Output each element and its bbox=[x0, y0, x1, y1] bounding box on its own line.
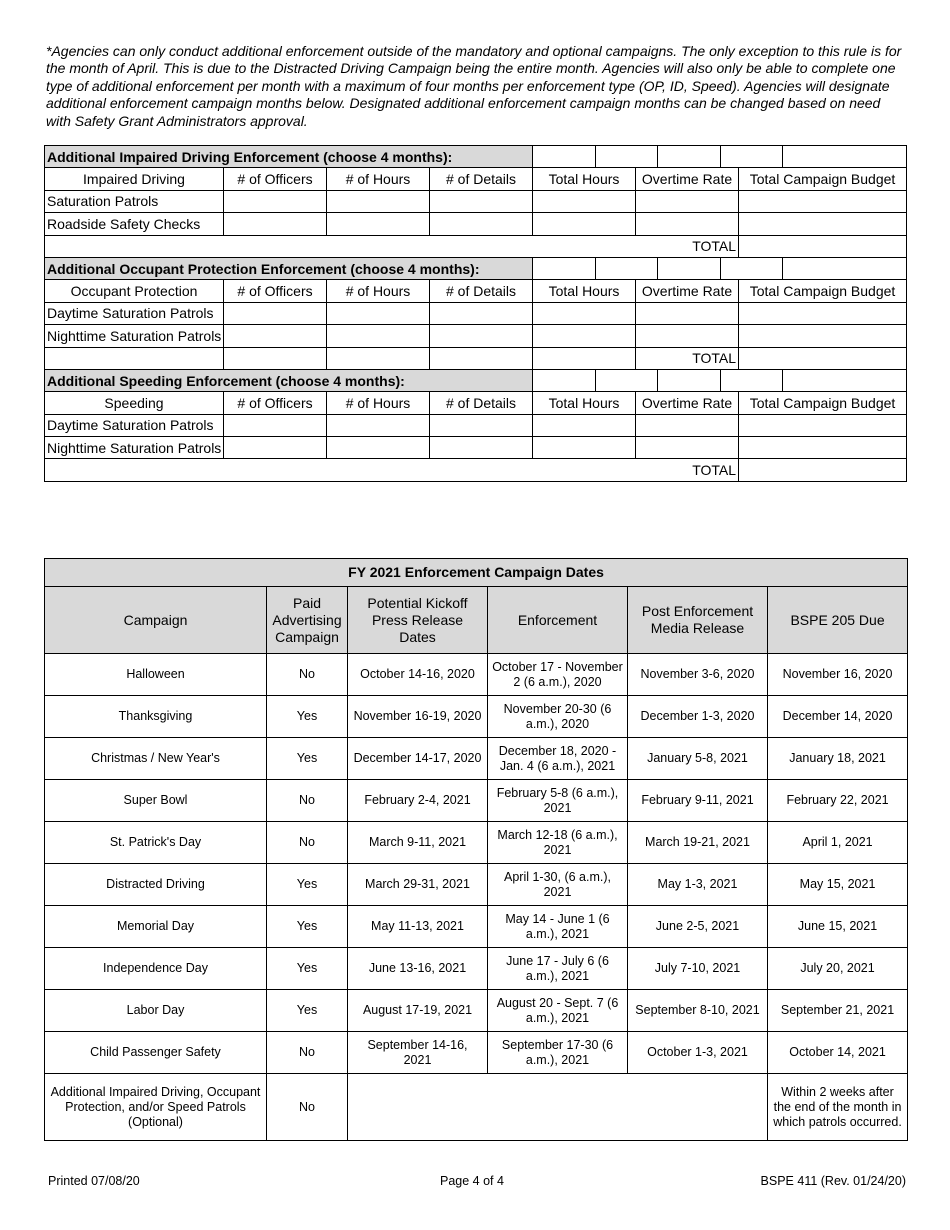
enforcement-dates: June 17 - July 6 (6 a.m.), 2021 bbox=[488, 948, 628, 990]
col-details: # of Details bbox=[430, 280, 533, 302]
kickoff-dates: February 2-4, 2021 bbox=[348, 780, 488, 822]
input-cell[interactable] bbox=[224, 437, 327, 459]
paid-advertising: Yes bbox=[267, 696, 348, 738]
category-label: Impaired Driving bbox=[45, 168, 224, 190]
month-cell[interactable] bbox=[782, 146, 906, 167]
enforcement-dates: August 20 - Sept. 7 (6 a.m.), 2021 bbox=[488, 990, 628, 1032]
month-cell[interactable] bbox=[657, 258, 720, 279]
section-heading-occupant: Additional Occupant Protection Enforcement (choose 4 months): bbox=[45, 257, 533, 279]
paid-advertising: Yes bbox=[267, 864, 348, 906]
paid-advertising: No bbox=[267, 1032, 348, 1074]
col-kickoff-dates: Potential Kickoff Press Release Dates bbox=[348, 587, 488, 654]
input-cell[interactable] bbox=[533, 325, 636, 347]
enforcement-dates: February 5-8 (6 a.m.), 2021 bbox=[488, 780, 628, 822]
table-row bbox=[45, 990, 908, 1032]
total-label: TOTAL bbox=[45, 459, 739, 481]
input-cell[interactable] bbox=[430, 414, 533, 436]
paid-advertising: Yes bbox=[267, 990, 348, 1032]
col-total-budget: Total Campaign Budget bbox=[739, 392, 907, 414]
input-cell[interactable] bbox=[533, 190, 636, 212]
post-enforcement-release: March 19-21, 2021 bbox=[628, 822, 768, 864]
campaign-name: Child Passenger Safety bbox=[45, 1032, 267, 1074]
campaign-name: Super Bowl bbox=[45, 780, 267, 822]
category-label: Speeding bbox=[45, 392, 224, 414]
form-number: BSPE 411 (Rev. 01/24/20) bbox=[760, 1174, 906, 1188]
table-row bbox=[45, 325, 907, 347]
bspe-due-date: Within 2 weeks after the end of the month in which patrols occurred. bbox=[768, 1074, 908, 1141]
table-row bbox=[45, 906, 908, 948]
campaign-name: St. Patrick's Day bbox=[45, 822, 267, 864]
kickoff-dates: May 11-13, 2021 bbox=[348, 906, 488, 948]
blank-cell bbox=[430, 347, 533, 369]
row-label: Nighttime Saturation Patrols bbox=[45, 325, 224, 347]
input-cell[interactable] bbox=[224, 213, 327, 235]
blank-cell bbox=[45, 347, 224, 369]
col-hours: # of Hours bbox=[327, 392, 430, 414]
input-cell[interactable] bbox=[533, 437, 636, 459]
table-row bbox=[45, 190, 907, 212]
table-row bbox=[45, 948, 908, 990]
input-cell[interactable] bbox=[636, 325, 739, 347]
kickoff-dates: September 14-16, 2021 bbox=[348, 1032, 488, 1074]
input-cell[interactable] bbox=[739, 414, 907, 436]
col-total-budget: Total Campaign Budget bbox=[739, 168, 907, 190]
paid-advertising: Yes bbox=[267, 948, 348, 990]
col-overtime-rate: Overtime Rate bbox=[636, 392, 739, 414]
table-row bbox=[45, 1074, 908, 1141]
col-post-enforcement: Post Enforcement Media Release bbox=[628, 587, 768, 654]
input-cell[interactable] bbox=[327, 437, 430, 459]
campaign-name: Distracted Driving bbox=[45, 864, 267, 906]
bspe-due-date: October 14, 2021 bbox=[768, 1032, 908, 1074]
campaign-dates-table bbox=[44, 558, 908, 1141]
month-cell[interactable] bbox=[595, 258, 658, 279]
table-row bbox=[45, 780, 908, 822]
post-enforcement-release: December 1-3, 2020 bbox=[628, 696, 768, 738]
table-row bbox=[45, 302, 907, 324]
post-enforcement-release: February 9-11, 2021 bbox=[628, 780, 768, 822]
paid-advertising: Yes bbox=[267, 738, 348, 780]
kickoff-dates: November 16-19, 2020 bbox=[348, 696, 488, 738]
kickoff-dates: December 14-17, 2020 bbox=[348, 738, 488, 780]
kickoff-dates: June 13-16, 2021 bbox=[348, 948, 488, 990]
col-officers: # of Officers bbox=[224, 168, 327, 190]
post-enforcement-release: November 3-6, 2020 bbox=[628, 654, 768, 696]
post-enforcement-release: July 7-10, 2021 bbox=[628, 948, 768, 990]
printed-date: Printed 07/08/20 bbox=[48, 1174, 140, 1188]
month-cell[interactable] bbox=[595, 146, 658, 167]
input-cell[interactable] bbox=[533, 302, 636, 324]
input-cell[interactable] bbox=[636, 414, 739, 436]
input-cell[interactable] bbox=[739, 325, 907, 347]
input-cell[interactable] bbox=[327, 325, 430, 347]
input-cell[interactable] bbox=[430, 190, 533, 212]
col-total-hours: Total Hours bbox=[533, 168, 636, 190]
row-label: Saturation Patrols bbox=[45, 190, 224, 212]
enforcement-dates: March 12-18 (6 a.m.), 2021 bbox=[488, 822, 628, 864]
bspe-due-date: September 21, 2021 bbox=[768, 990, 908, 1032]
post-enforcement-release: September 8-10, 2021 bbox=[628, 990, 768, 1032]
input-cell[interactable] bbox=[739, 437, 907, 459]
input-cell[interactable] bbox=[430, 302, 533, 324]
col-officers: # of Officers bbox=[224, 392, 327, 414]
col-overtime-rate: Overtime Rate bbox=[636, 168, 739, 190]
paid-advertising: No bbox=[267, 780, 348, 822]
section-heading-speeding: Additional Speeding Enforcement (choose 4 months): bbox=[45, 369, 533, 391]
col-total-hours: Total Hours bbox=[533, 392, 636, 414]
campaign-name: Labor Day bbox=[45, 990, 267, 1032]
col-bspe-due: BSPE 205 Due bbox=[768, 587, 908, 654]
col-enforcement: Enforcement bbox=[488, 587, 628, 654]
input-cell[interactable] bbox=[739, 190, 907, 212]
col-total-budget: Total Campaign Budget bbox=[739, 280, 907, 302]
input-cell[interactable] bbox=[224, 325, 327, 347]
campaign-name: Thanksgiving bbox=[45, 696, 267, 738]
input-cell[interactable] bbox=[636, 190, 739, 212]
input-cell[interactable] bbox=[327, 213, 430, 235]
total-input-cell[interactable] bbox=[739, 347, 907, 369]
bspe-due-date: April 1, 2021 bbox=[768, 822, 908, 864]
input-cell[interactable] bbox=[739, 302, 907, 324]
campaign-name: Christmas / New Year's bbox=[45, 738, 267, 780]
input-cell[interactable] bbox=[533, 213, 636, 235]
blank-cell bbox=[533, 347, 636, 369]
input-cell[interactable] bbox=[636, 302, 739, 324]
month-cell[interactable] bbox=[720, 146, 783, 167]
paid-advertising: Yes bbox=[267, 906, 348, 948]
month-cell[interactable] bbox=[657, 370, 720, 391]
month-cell[interactable] bbox=[533, 146, 595, 167]
month-cell[interactable] bbox=[533, 370, 595, 391]
paid-advertising: No bbox=[267, 654, 348, 696]
col-details: # of Details bbox=[430, 168, 533, 190]
paid-advertising: No bbox=[267, 1074, 348, 1141]
col-overtime-rate: Overtime Rate bbox=[636, 280, 739, 302]
kickoff-dates: March 29-31, 2021 bbox=[348, 864, 488, 906]
table-row bbox=[45, 864, 908, 906]
table-row bbox=[45, 414, 907, 436]
section-heading-impaired: Additional Impaired Driving Enforcement (choose 4 months): bbox=[45, 146, 533, 168]
input-cell[interactable] bbox=[739, 213, 907, 235]
paid-advertising: No bbox=[267, 822, 348, 864]
total-label: TOTAL bbox=[45, 235, 739, 257]
col-paid-advertising: Paid Advertising Campaign bbox=[267, 587, 348, 654]
campaign-name: Independence Day bbox=[45, 948, 267, 990]
col-total-hours: Total Hours bbox=[533, 280, 636, 302]
input-cell[interactable] bbox=[224, 190, 327, 212]
input-cell[interactable] bbox=[430, 325, 533, 347]
input-cell[interactable] bbox=[224, 414, 327, 436]
table-row bbox=[45, 822, 908, 864]
blank-cell bbox=[224, 347, 327, 369]
input-cell[interactable] bbox=[430, 213, 533, 235]
agency-enforcement-note: *Agencies can only conduct additional enforcement outside of the mandatory and optional campaigns. The only exception to this rule is for the month of April. This is due to the Distracted Driving Campaign being the entire month. Agencies will also only be able to complete one type of additional enforcement per month with a maximum of four months per enforcement type (OP, ID, Speed). Agencies will designate additional enforcement campaign months below. Designated additional enforcement campaign months can be changed based on need with Safety Grant Administrators approval. bbox=[46, 43, 902, 129]
col-hours: # of Hours bbox=[327, 280, 430, 302]
month-cell[interactable] bbox=[720, 370, 783, 391]
table-row bbox=[45, 696, 908, 738]
bspe-due-date: January 18, 2021 bbox=[768, 738, 908, 780]
category-label: Occupant Protection bbox=[45, 280, 224, 302]
table-row bbox=[45, 213, 907, 235]
row-label: Nighttime Saturation Patrols bbox=[45, 437, 224, 459]
post-enforcement-release: January 5-8, 2021 bbox=[628, 738, 768, 780]
row-label: Daytime Saturation Patrols bbox=[45, 302, 224, 324]
input-cell[interactable] bbox=[327, 190, 430, 212]
input-cell[interactable] bbox=[224, 302, 327, 324]
month-cell[interactable] bbox=[595, 370, 658, 391]
optional-campaign-name: Additional Impaired Driving, Occupant Protection, and/or Speed Patrols (Optional) bbox=[45, 1074, 267, 1141]
post-enforcement-release: October 1-3, 2021 bbox=[628, 1032, 768, 1074]
table-row bbox=[45, 437, 907, 459]
enforcement-dates: September 17-30 (6 a.m.), 2021 bbox=[488, 1032, 628, 1074]
kickoff-dates: August 17-19, 2021 bbox=[348, 990, 488, 1032]
row-label: Daytime Saturation Patrols bbox=[45, 414, 224, 436]
col-hours: # of Hours bbox=[327, 168, 430, 190]
input-cell[interactable] bbox=[636, 437, 739, 459]
campaign-name: Halloween bbox=[45, 654, 267, 696]
month-cell[interactable] bbox=[782, 370, 906, 391]
blank-cell bbox=[327, 347, 430, 369]
input-cell[interactable] bbox=[430, 437, 533, 459]
input-cell[interactable] bbox=[327, 302, 430, 324]
campaign-name: Memorial Day bbox=[45, 906, 267, 948]
input-cell[interactable] bbox=[533, 414, 636, 436]
row-label: Roadside Safety Checks bbox=[45, 213, 224, 235]
bspe-due-date: June 15, 2021 bbox=[768, 906, 908, 948]
kickoff-dates: March 9-11, 2021 bbox=[348, 822, 488, 864]
table-row bbox=[45, 738, 908, 780]
month-cell[interactable] bbox=[657, 146, 720, 167]
col-campaign: Campaign bbox=[45, 587, 267, 654]
enforcement-dates: May 14 - June 1 (6 a.m.), 2021 bbox=[488, 906, 628, 948]
month-cell[interactable] bbox=[720, 258, 783, 279]
kickoff-dates: October 14-16, 2020 bbox=[348, 654, 488, 696]
bspe-due-date: July 20, 2021 bbox=[768, 948, 908, 990]
total-input-cell[interactable] bbox=[739, 235, 907, 257]
bspe-due-date: November 16, 2020 bbox=[768, 654, 908, 696]
month-cell[interactable] bbox=[533, 258, 595, 279]
bspe-due-date: May 15, 2021 bbox=[768, 864, 908, 906]
post-enforcement-release: June 2-5, 2021 bbox=[628, 906, 768, 948]
post-enforcement-release: May 1-3, 2021 bbox=[628, 864, 768, 906]
page-number: Page 4 of 4 bbox=[440, 1174, 504, 1188]
input-cell[interactable] bbox=[636, 213, 739, 235]
month-cell[interactable] bbox=[782, 258, 906, 279]
col-details: # of Details bbox=[430, 392, 533, 414]
total-input-cell[interactable] bbox=[739, 459, 907, 481]
enforcement-dates: November 20-30 (6 a.m.), 2020 bbox=[488, 696, 628, 738]
campaign-table-title: FY 2021 Enforcement Campaign Dates bbox=[45, 559, 908, 587]
col-officers: # of Officers bbox=[224, 280, 327, 302]
total-label: TOTAL bbox=[636, 347, 739, 369]
table-row bbox=[45, 654, 908, 696]
enforcement-dates: October 17 - November 2 (6 a.m.), 2020 bbox=[488, 654, 628, 696]
enforcement-dates: December 18, 2020 - Jan. 4 (6 a.m.), 2021 bbox=[488, 738, 628, 780]
input-cell[interactable] bbox=[327, 414, 430, 436]
bspe-due-date: February 22, 2021 bbox=[768, 780, 908, 822]
table-row bbox=[45, 1032, 908, 1074]
enforcement-dates: April 1-30, (6 a.m.), 2021 bbox=[488, 864, 628, 906]
blank-dates-cell bbox=[348, 1074, 768, 1141]
bspe-due-date: December 14, 2020 bbox=[768, 696, 908, 738]
additional-enforcement-table bbox=[44, 145, 907, 482]
